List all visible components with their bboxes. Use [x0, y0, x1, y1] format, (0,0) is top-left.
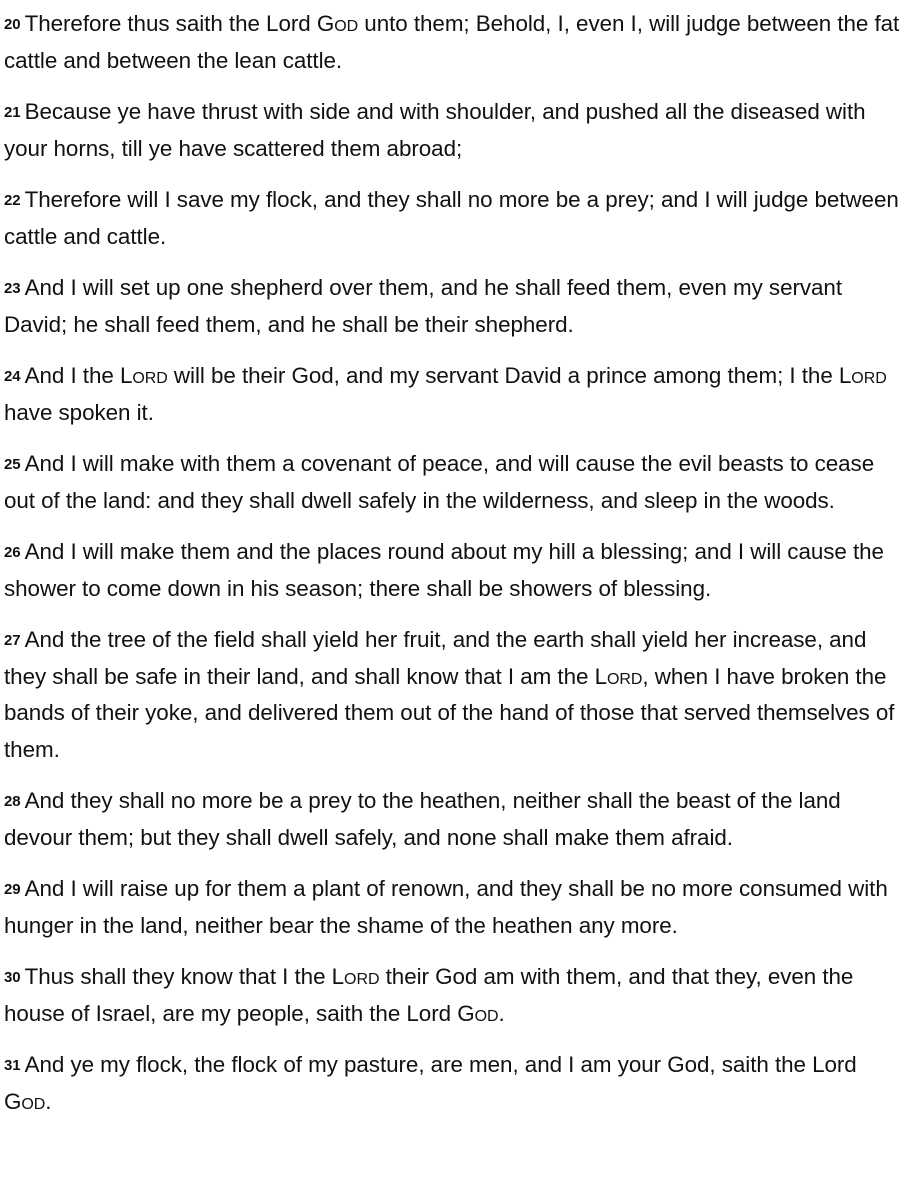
verse	[4, 534, 902, 607]
divine-name: Lord	[838, 363, 887, 388]
verse-text: Therefore will I save my flock, and they shall no more be a prey; and I will judge between cattle and cattle.	[4, 187, 899, 249]
verse	[4, 182, 902, 255]
divine-name: God	[4, 1088, 46, 1114]
verse-text: And I will make with them a covenant of peace, and will cause the evil beasts to cease out of the land: and they shall dwell safely in the wilderness, and sleep in the woods.	[4, 451, 875, 513]
verse-number: 23	[4, 280, 21, 297]
verse-number: 31	[4, 1057, 21, 1074]
divine-name: Lord	[594, 663, 643, 689]
verse	[4, 783, 902, 856]
verse-text: Thus shall they know that I the	[24, 964, 332, 989]
verse-text: will be their God, and my servant David a prince among them; I the	[167, 363, 839, 388]
verse-text: And I the	[24, 363, 120, 388]
verse-number: 21	[4, 104, 21, 121]
verse-number: 30	[4, 969, 21, 986]
verse-text: And the tree of the field shall yield her fruit, and the earth shall yield her increase, and they shall be safe in their land, and shall know that I am the	[4, 627, 867, 689]
divine-name: Lord	[331, 964, 380, 989]
verse-text: .	[45, 1088, 52, 1114]
verse-text: And ye my flock, the flock of my pasture, are men, and I am your God, saith the Lord	[24, 1052, 857, 1077]
verse	[4, 622, 902, 768]
verse-text: And I will raise up for them a plant of renown, and they shall be no more consumed with hunger in the land, neither bear the shame of the heathen any more.	[4, 876, 888, 938]
verse	[4, 6, 902, 79]
verse-number: 22	[4, 192, 21, 209]
verse-number: 20	[4, 16, 21, 33]
verse	[4, 94, 902, 167]
verse-number: 29	[4, 881, 21, 898]
divine-name: God	[457, 1000, 499, 1026]
verse-text: Therefore thus saith the Lord	[24, 11, 317, 36]
divine-name: Lord	[119, 363, 168, 388]
verse-text: .	[498, 1000, 505, 1026]
verse	[4, 270, 902, 343]
verse-number: 28	[4, 793, 21, 810]
verse	[4, 1047, 902, 1120]
verse	[4, 959, 902, 1032]
verse-number: 27	[4, 632, 21, 649]
verse-text: unto them; Behold, I, even I, will judge between the fat cattle and between the lean cattle.	[4, 11, 900, 73]
verse-text: Because ye have thrust with side and with shoulder, and pushed all the diseased with your horns, till ye have scattered them abroad;	[4, 99, 866, 161]
verse-text: And I will set up one shepherd over them, and he shall feed them, even my servant David; he shall feed them, and he shall be their shepherd.	[4, 275, 843, 337]
verse-text: their God am with them, and that they, even the house of Israel, are my people, saith the Lord	[4, 964, 854, 1026]
verse-text: And I will make them and the places round about my hill a blessing; and I will cause the shower to come down in his season; there shall be showers of blessing.	[4, 539, 884, 601]
verse-number: 26	[4, 544, 21, 561]
verse-number: 25	[4, 456, 21, 473]
verse	[4, 871, 902, 944]
divine-name: God	[316, 11, 359, 36]
verse-text: , when I have broken the bands of their yoke, and delivered them out of the hand of those that served themselves of them.	[4, 663, 895, 762]
verse-text: And they shall no more be a prey to the heathen, neither shall the beast of the land devour them; but they shall dwell safely, and none shall make them afraid.	[4, 788, 841, 850]
verse-number: 24	[4, 368, 21, 385]
verse	[4, 446, 902, 519]
verse-text: have spoken it.	[4, 399, 154, 425]
verse	[4, 358, 902, 431]
